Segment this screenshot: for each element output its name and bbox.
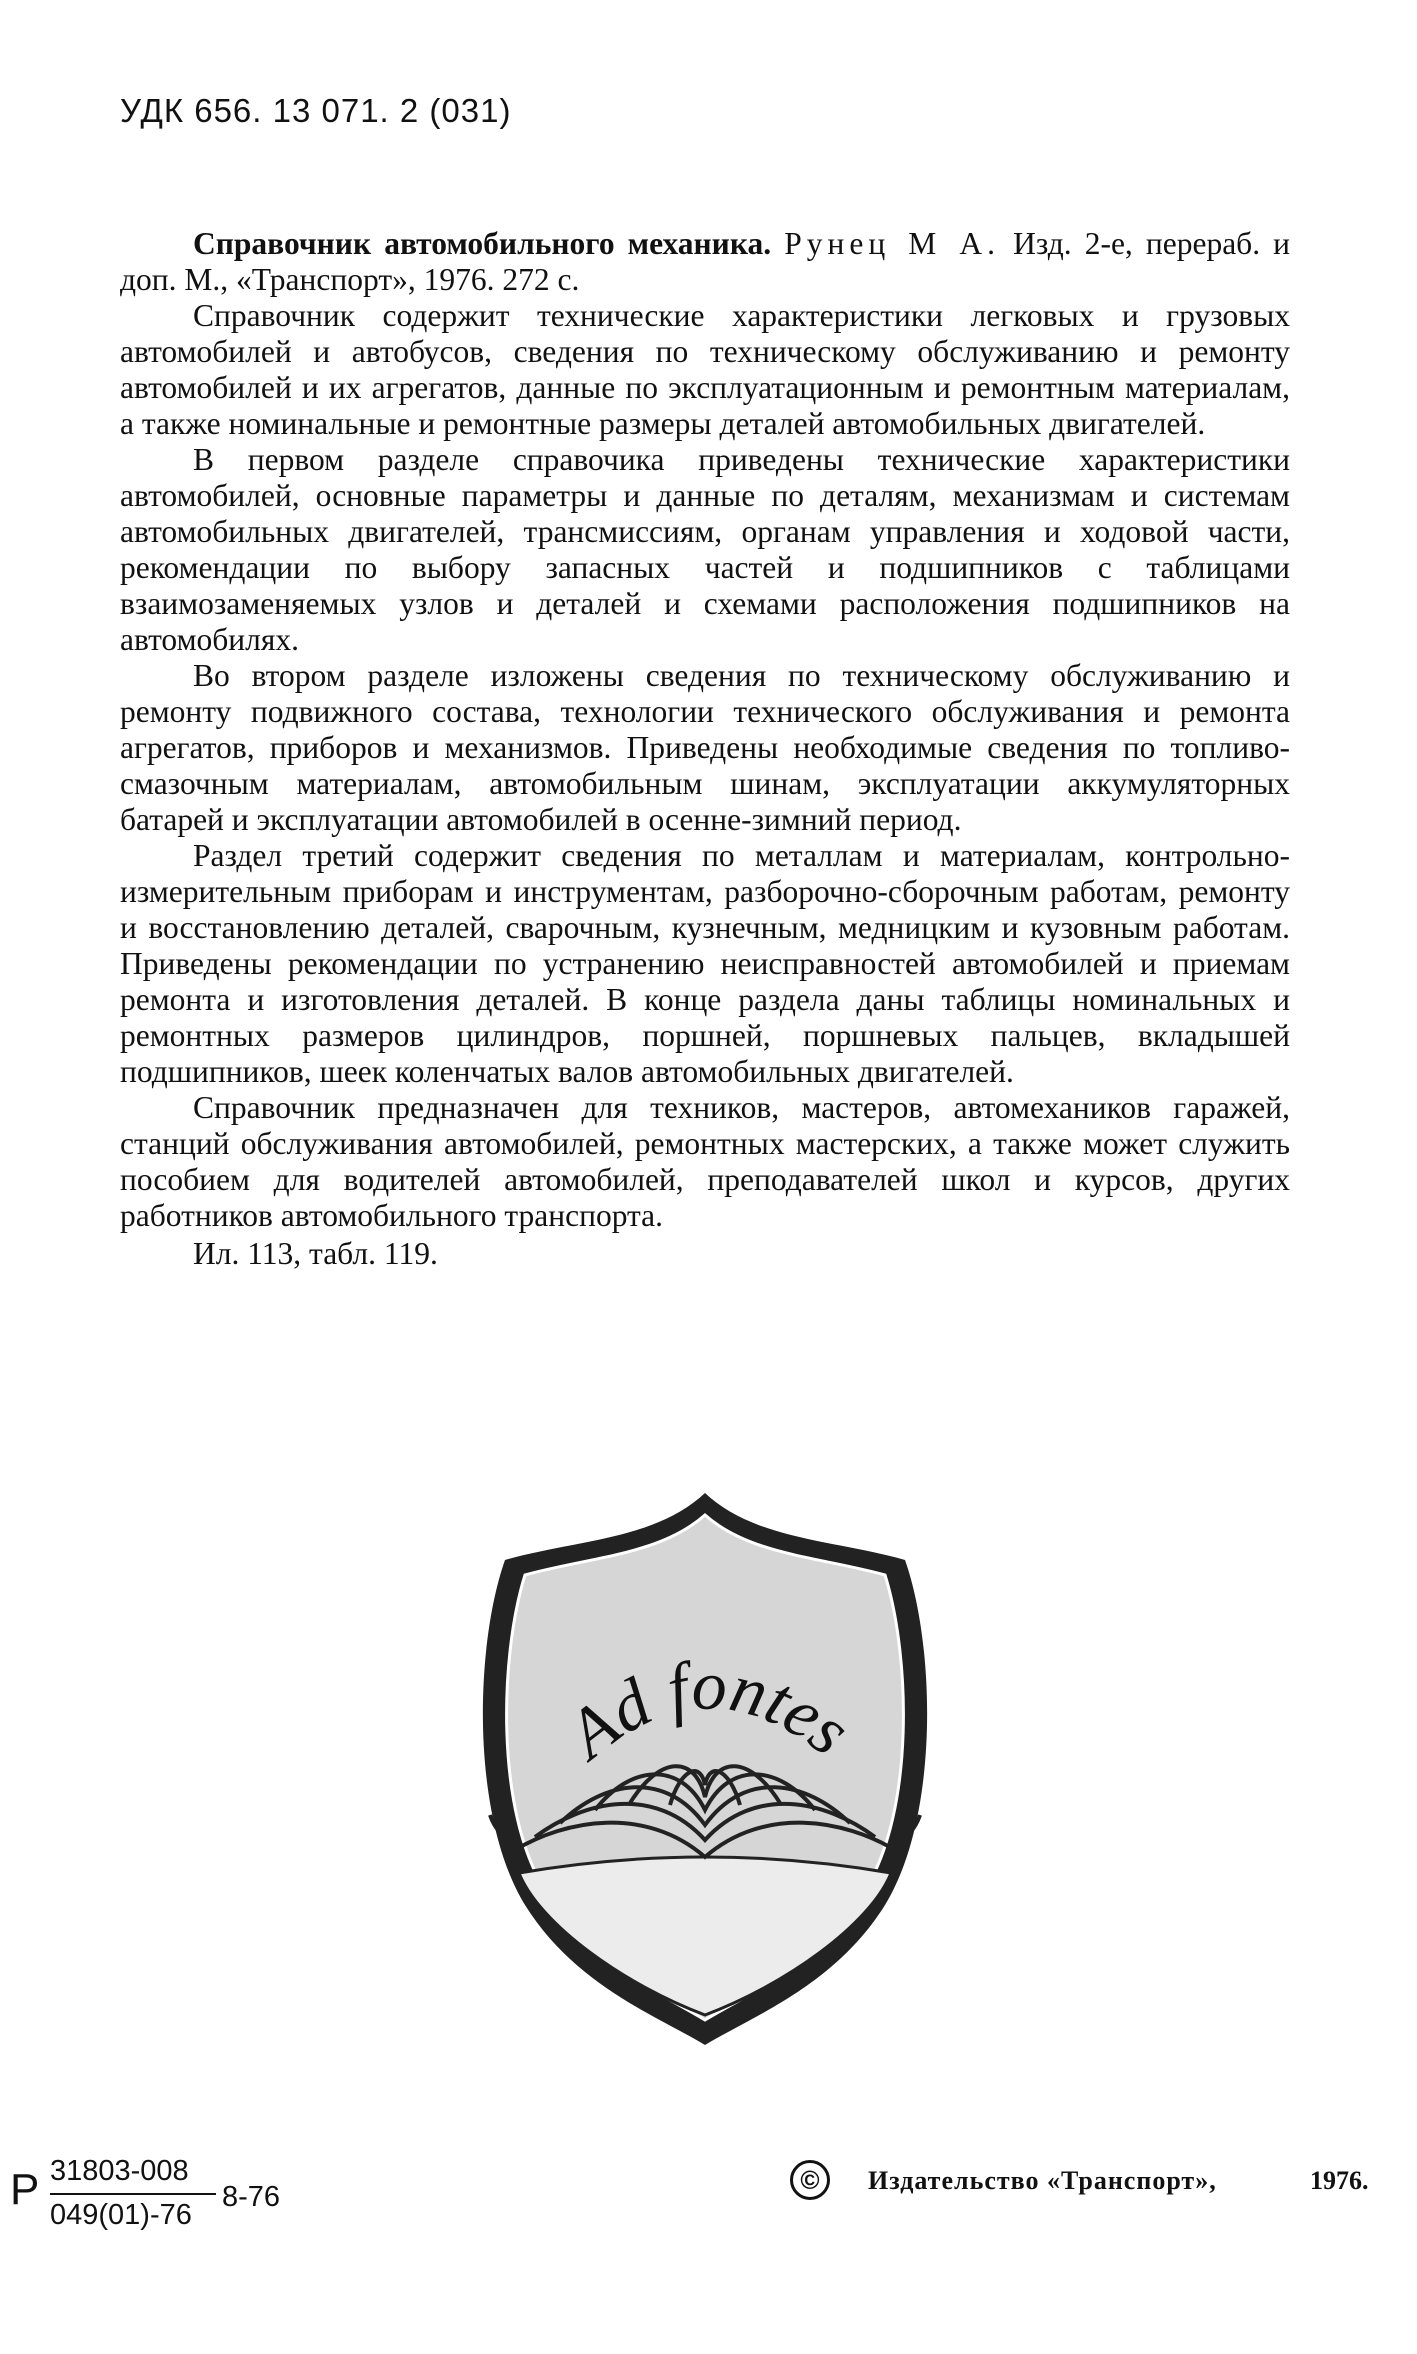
- classification-code: [10, 2155, 310, 2255]
- edition-info: Изд. 2-е, перераб. и доп. М., «Транспорт», 1976. 272 с.: [120, 226, 1291, 297]
- udc-code: УДК 656. 13 071. 2 (031): [120, 92, 512, 129]
- abstract-paragraph: Во втором разделе изложены сведения по техническому обслуживанию и ремонту подвижного состава, технологии технического обслуживания и ремонта агрегатов, приборов и механизмов. Приведены необходимые сведения по топливо-смазочным материалам, автомобильным шинам, эксплуатации аккумуляторных батарей и эксплуатации автомобилей в осенне-зимний период.: [120, 658, 1290, 837]
- classification-suffix: 8-76: [222, 2181, 281, 2213]
- author: Рунец М А.: [784, 226, 1000, 261]
- abstract: [120, 226, 1290, 1272]
- ad-fontes-emblem: [455, 1485, 955, 2055]
- publisher: Издательство «Транспорт»,: [868, 2166, 1217, 2195]
- book-title: Справочник автомобильного механика.: [193, 226, 772, 261]
- abstract-paragraph: Справочник содержит технические характеристики легковых и грузовых автомобилей и автобусов, сведения по техническому обслуживанию и ремонту автомобилей и их агрегатов, данные по эксплуатационным и ремонтным материалам, а также номинальные и ремонтные размеры деталей автомобильных двигателей.: [120, 298, 1290, 441]
- abstract-paragraph: В первом разделе справочика приведены технические характеристики автомобилей, основные параметры и данные по деталям, механизмам и системам автомобильных двигателей, трансмиссиям, органам управления и ходовой части, рекомендации по выбору запасных частей и подшипников с таблицами взаимозаменяемых узлов и деталей и схемами расположения подшипников на автомобилях.: [120, 442, 1290, 657]
- publication-year: 1976.: [1310, 2166, 1369, 2195]
- fraction-rule: [50, 2193, 216, 2195]
- motto-text: Ad fontes: [553, 1647, 864, 1774]
- classification-letter: Р: [10, 2165, 40, 2214]
- abstract-paragraph: Раздел третий содержит сведения по металлам и материалам, контрольно-измерительным приборам и инструментам, разборочно-сборочным работам, ремонту и восстановлению деталей, сварочным, кузнечным, медницким и кузовным работам. Приведены рекомендации по устранению неисправностей автомобилей и приемам ремонта и изготовления деталей. В конце раздела даны таблицы номинальных и ремонтных размеров цилиндров, поршней, поршневых пальцев, вкладышей подшипников, шеек коленчатых валов автомобильных двигателей.: [120, 838, 1290, 1089]
- figures-count: Ил. 113, табл. 119.: [193, 1236, 438, 1271]
- classification-denominator: 049(01)-76: [50, 2199, 192, 2231]
- copyright-icon: ©: [790, 2160, 830, 2200]
- classification-numerator: 31803-008: [50, 2155, 189, 2187]
- abstract-paragraph: Справочник предназначен для техников, мастеров, автомехаников гаражей, станций обслуживания автомобилей, ремонтных мастерских, а также может служить пособием для водителей автомобилей, преподавателей школ и курсов, других работников автомобильного транспорта.: [120, 1090, 1290, 1233]
- copyright-line: [790, 2160, 1390, 2210]
- bibliographic-entry: [120, 226, 1290, 298]
- shield-band: [519, 1857, 891, 2015]
